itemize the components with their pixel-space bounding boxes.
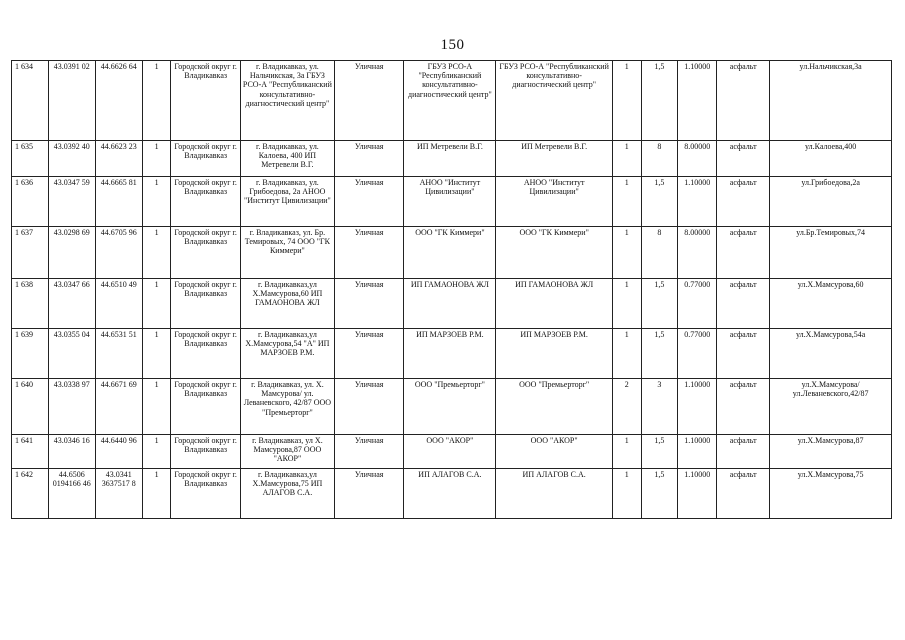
cell-value: 1.10000	[678, 379, 717, 435]
cell-address: г. Владикавказ, ул Х. Мамсурова,87 ООО "АКОР"	[240, 435, 334, 469]
cell-location: ул.Калоева,400	[770, 141, 892, 177]
table-row	[12, 279, 892, 329]
cell-value: 0.77000	[678, 329, 717, 379]
table-row	[12, 379, 892, 435]
cell-surface: асфальт	[717, 329, 770, 379]
cell-count: 1	[142, 227, 171, 279]
cell-location: ул.Х.Мамсурова,60	[770, 279, 892, 329]
cell-surface: асфальт	[717, 469, 770, 519]
cell-surface: асфальт	[717, 227, 770, 279]
cell-value: 1.10000	[678, 469, 717, 519]
cell-number: 1 636	[12, 177, 49, 227]
cell-qty-a: 1	[612, 177, 641, 227]
cell-qty-a: 1	[612, 469, 641, 519]
registry-table	[11, 60, 892, 519]
cell-number: 1 637	[12, 227, 49, 279]
cell-number: 1 635	[12, 141, 49, 177]
cell-qty-a: 1	[612, 227, 641, 279]
cell-qty-b: 1,5	[641, 279, 678, 329]
cell-count: 1	[142, 469, 171, 519]
cell-count: 1	[142, 141, 171, 177]
cell-lat: 44.6506 0194166 46	[48, 469, 95, 519]
cell-lat: 43.0338 97	[48, 379, 95, 435]
table-row	[12, 435, 892, 469]
cell-owner: ИП МАРЗОЕВ Р.М.	[404, 329, 496, 379]
cell-surface: асфальт	[717, 141, 770, 177]
cell-municipality: Городской округ г. Владикавказ	[171, 141, 241, 177]
cell-surface: асфальт	[717, 379, 770, 435]
cell-location: ул.Х.Мамсурова/ул.Леваневского,42/87	[770, 379, 892, 435]
cell-address: г. Владикавказ,ул Х.Мамсурова,54 "А" ИП МАРЗОЕВ Р.М.	[240, 329, 334, 379]
cell-operator: ИП ГАМАОНОВА ЖЛ	[496, 279, 613, 329]
cell-lon: 44.6440 96	[95, 435, 142, 469]
cell-lat: 43.0298 69	[48, 227, 95, 279]
table-row	[12, 469, 892, 519]
cell-lat: 43.0392 40	[48, 141, 95, 177]
cell-count: 1	[142, 61, 171, 141]
cell-address: г. Владикавказ, ул. Грибоедова, 2а АНОО "Институт Цивилизации"	[240, 177, 334, 227]
cell-operator: ООО "ГК Киммери"	[496, 227, 613, 279]
cell-qty-b: 1,5	[641, 61, 678, 141]
cell-qty-b: 1,5	[641, 435, 678, 469]
cell-number: 1 642	[12, 469, 49, 519]
cell-lat: 43.0346 16	[48, 435, 95, 469]
cell-lon: 44.6510 49	[95, 279, 142, 329]
cell-qty-a: 1	[612, 279, 641, 329]
cell-operator: ООО "Премьерторг"	[496, 379, 613, 435]
cell-operator: ИП АЛАГОВ С.А.	[496, 469, 613, 519]
cell-value: 8.00000	[678, 227, 717, 279]
cell-address: г. Владикавказ, ул. Калоева, 400 ИП Метревели В.Г.	[240, 141, 334, 177]
cell-municipality: Городской округ г. Владикавказ	[171, 61, 241, 141]
cell-number: 1 641	[12, 435, 49, 469]
cell-address: г. Владикавказ, ул. Нальчикская, 3а ГБУЗ РСО-А "Республиканский консультативно-диагностический центр"	[240, 61, 334, 141]
table-row	[12, 61, 892, 141]
cell-qty-a: 2	[612, 379, 641, 435]
cell-lat: 43.0391 02	[48, 61, 95, 141]
cell-type: Уличная	[334, 177, 404, 227]
cell-lat: 43.0347 66	[48, 279, 95, 329]
cell-address: г. Владикавказ,ул Х.Мамсурова,60 ИП ГАМАОНОВА ЖЛ	[240, 279, 334, 329]
cell-location: ул.Х.Мамсурова,54а	[770, 329, 892, 379]
cell-owner: ГБУЗ РСО-А "Республиканский консультативно-диагностический центр"	[404, 61, 496, 141]
cell-owner: ИП Метревели В.Г.	[404, 141, 496, 177]
cell-qty-a: 1	[612, 61, 641, 141]
cell-number: 1 639	[12, 329, 49, 379]
cell-type: Уличная	[334, 279, 404, 329]
cell-value: 1.10000	[678, 61, 717, 141]
cell-number: 1 638	[12, 279, 49, 329]
cell-value: 0.77000	[678, 279, 717, 329]
cell-type: Уличная	[334, 227, 404, 279]
cell-qty-b: 1,5	[641, 329, 678, 379]
cell-type: Уличная	[334, 469, 404, 519]
cell-operator: АНОО "Институт Цивилизации"	[496, 177, 613, 227]
cell-qty-b: 1,5	[641, 177, 678, 227]
cell-lon: 43.0341 3637517 8	[95, 469, 142, 519]
cell-qty-b: 1,5	[641, 469, 678, 519]
cell-qty-a: 1	[612, 329, 641, 379]
cell-operator: ИП МАРЗОЕВ Р.М.	[496, 329, 613, 379]
cell-owner: ООО "Премьерторг"	[404, 379, 496, 435]
cell-address: г. Владикавказ, ул. Бр. Темировых, 74 ООО "ГК Киммери"	[240, 227, 334, 279]
table-row	[12, 227, 892, 279]
cell-location: ул.Бр.Темировых,74	[770, 227, 892, 279]
cell-owner: ИП АЛАГОВ С.А.	[404, 469, 496, 519]
cell-municipality: Городской округ г. Владикавказ	[171, 177, 241, 227]
cell-lat: 43.0355 04	[48, 329, 95, 379]
table-row	[12, 329, 892, 379]
cell-address: г. Владикавказ, ул. Х. Мамсурова/ ул. Леваневского, 42/87 ООО "Премьерторг"	[240, 379, 334, 435]
cell-municipality: Городской округ г. Владикавказ	[171, 227, 241, 279]
cell-value: 1.10000	[678, 177, 717, 227]
cell-municipality: Городской округ г. Владикавказ	[171, 379, 241, 435]
cell-location: ул.Грибоедова,2а	[770, 177, 892, 227]
cell-qty-a: 1	[612, 435, 641, 469]
cell-owner: ООО "ГК Киммери"	[404, 227, 496, 279]
cell-location: ул.Нальчикская,3а	[770, 61, 892, 141]
cell-type: Уличная	[334, 329, 404, 379]
cell-qty-b: 8	[641, 141, 678, 177]
cell-count: 1	[142, 279, 171, 329]
cell-type: Уличная	[334, 141, 404, 177]
cell-operator: ИП Метревели В.Г.	[496, 141, 613, 177]
cell-surface: асфальт	[717, 61, 770, 141]
cell-lon: 44.6531 51	[95, 329, 142, 379]
cell-municipality: Городской округ г. Владикавказ	[171, 279, 241, 329]
cell-surface: асфальт	[717, 177, 770, 227]
cell-type: Уличная	[334, 435, 404, 469]
cell-owner: ИП ГАМАОНОВА ЖЛ	[404, 279, 496, 329]
cell-operator: ГБУЗ РСО-А "Республиканский консультативно-диагностический центр"	[496, 61, 613, 141]
cell-qty-a: 1	[612, 141, 641, 177]
cell-location: ул.Х.Мамсурова,87	[770, 435, 892, 469]
cell-number: 1 640	[12, 379, 49, 435]
cell-lon: 44.6705 96	[95, 227, 142, 279]
cell-lon: 44.6626 64	[95, 61, 142, 141]
cell-count: 1	[142, 177, 171, 227]
cell-lat: 43.0347 59	[48, 177, 95, 227]
cell-lon: 44.6623 23	[95, 141, 142, 177]
cell-type: Уличная	[334, 61, 404, 141]
cell-municipality: Городской округ г. Владикавказ	[171, 469, 241, 519]
cell-value: 1.10000	[678, 435, 717, 469]
cell-lon: 44.6671 69	[95, 379, 142, 435]
cell-owner: АНОО "Институт Цивилизации"	[404, 177, 496, 227]
cell-address: г. Владикавказ,ул Х.Мамсурова,75 ИП АЛАГОВ С.А.	[240, 469, 334, 519]
cell-operator: ООО "АКОР"	[496, 435, 613, 469]
cell-count: 1	[142, 435, 171, 469]
cell-municipality: Городской округ г. Владикавказ	[171, 329, 241, 379]
cell-number: 1 634	[12, 61, 49, 141]
table-row	[12, 141, 892, 177]
cell-qty-b: 3	[641, 379, 678, 435]
cell-surface: асфальт	[717, 435, 770, 469]
cell-value: 8.00000	[678, 141, 717, 177]
table-row	[12, 177, 892, 227]
cell-lon: 44.6665 81	[95, 177, 142, 227]
cell-count: 1	[142, 329, 171, 379]
cell-type: Уличная	[334, 379, 404, 435]
cell-location: ул.Х.Мамсурова,75	[770, 469, 892, 519]
cell-count: 1	[142, 379, 171, 435]
cell-owner: ООО "АКОР"	[404, 435, 496, 469]
cell-surface: асфальт	[717, 279, 770, 329]
page-number: 150	[440, 37, 465, 53]
cell-qty-b: 8	[641, 227, 678, 279]
cell-municipality: Городской округ г. Владикавказ	[171, 435, 241, 469]
